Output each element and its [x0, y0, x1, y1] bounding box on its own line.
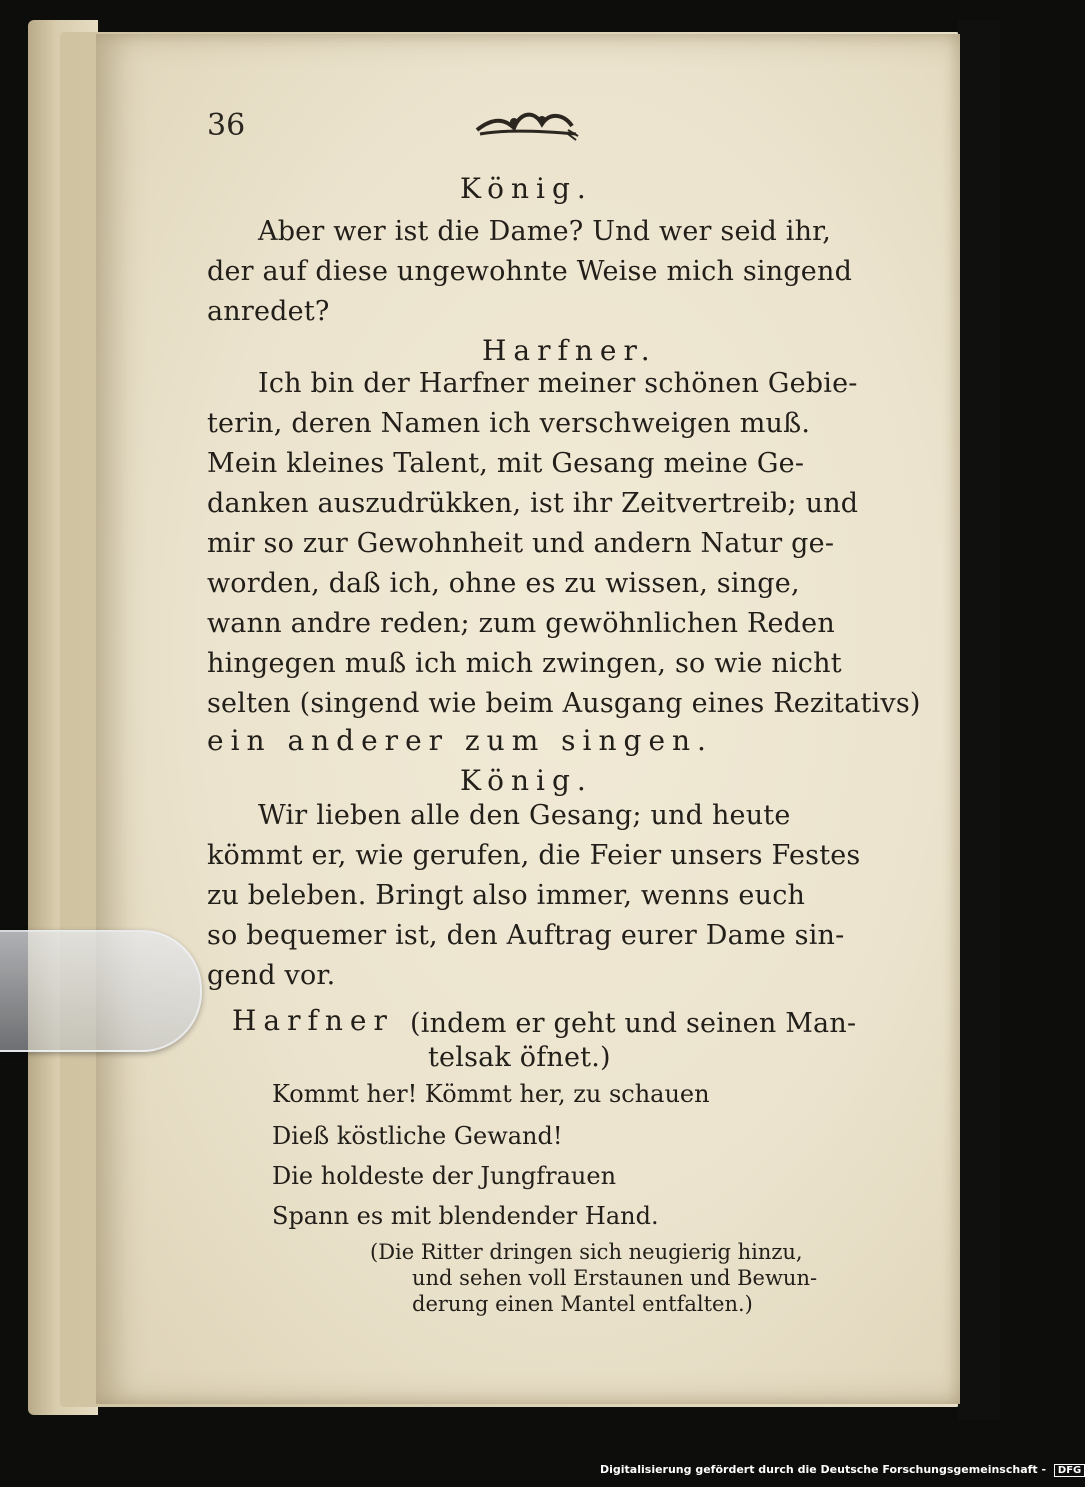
text-line: Aber wer ist die Dame? Und wer seid ihr, — [258, 216, 832, 247]
dark-background-right — [958, 20, 1000, 1420]
text-line: kömmt er, wie gerufen, die Feier unsers Festes — [207, 840, 861, 871]
page-clip-holder — [0, 930, 202, 1052]
digitization-credit — [600, 1463, 1085, 1481]
text-line: ein anderer zum singen. — [207, 724, 713, 757]
text-line: Mein kleines Talent, mit Gesang meine Ge- — [207, 448, 805, 479]
text-line: danken auszudrükken, ist ihr Zeitvertreib; und — [207, 488, 859, 519]
ornament-vignette-icon — [472, 100, 582, 144]
text-line: zu beleben. Bringt also immer, wenns euch — [207, 880, 806, 911]
text-line: terin, deren Namen ich verschweigen muß. — [207, 408, 811, 439]
text-line: hingegen muß ich mich zwingen, so wie nicht — [207, 648, 842, 679]
text-line: Die holdeste der Jungfrauen — [272, 1162, 617, 1190]
credit-text: Digitalisierung gefördert durch die Deutsche Forschungsgemeinschaft - — [600, 1463, 1047, 1476]
text-line: Harfner. — [482, 334, 657, 367]
text-line: worden, daß ich, ohne es zu wissen, singe, — [207, 568, 800, 599]
text-line: (indem er geht und seinen Man- — [410, 1008, 857, 1039]
text-line: derung einen Mantel entfalten.) — [412, 1292, 753, 1316]
dfg-logo: DFG — [1054, 1464, 1085, 1477]
text-line: telsak öfnet.) — [428, 1042, 611, 1073]
text-line: wann andre reden; zum gewöhnlichen Reden — [207, 608, 835, 639]
text-line: König. — [460, 764, 593, 797]
text-line: Harfner — [232, 1004, 394, 1037]
text-line: Ich bin der Harfner meiner schönen Gebie- — [258, 368, 858, 399]
text-line: (Die Ritter dringen sich neugierig hinzu, — [370, 1240, 803, 1264]
text-line: mir so zur Gewohnheit und andern Natur ge- — [207, 528, 835, 559]
text-line: anredet? — [207, 296, 330, 327]
text-line: und sehen voll Erstaunen und Bewun- — [412, 1266, 818, 1290]
text-line: gend vor. — [207, 960, 336, 991]
page-number: 36 — [207, 108, 246, 143]
text-line: Wir lieben alle den Gesang; und heute — [258, 800, 791, 831]
text-line: der auf diese ungewohnte Weise mich singend — [207, 256, 853, 287]
text-line: so bequemer ist, den Auftrag eurer Dame sin- — [207, 920, 845, 951]
text-line: Dieß köstliche Gewand! — [272, 1122, 563, 1150]
text-line: Spann es mit blendender Hand. — [272, 1202, 659, 1230]
text-line: König. — [460, 172, 593, 205]
text-line: Kommt her! Kömmt her, zu schauen — [272, 1080, 710, 1108]
text-line: selten (singend wie beim Ausgang eines Rezitativs) — [207, 688, 921, 719]
